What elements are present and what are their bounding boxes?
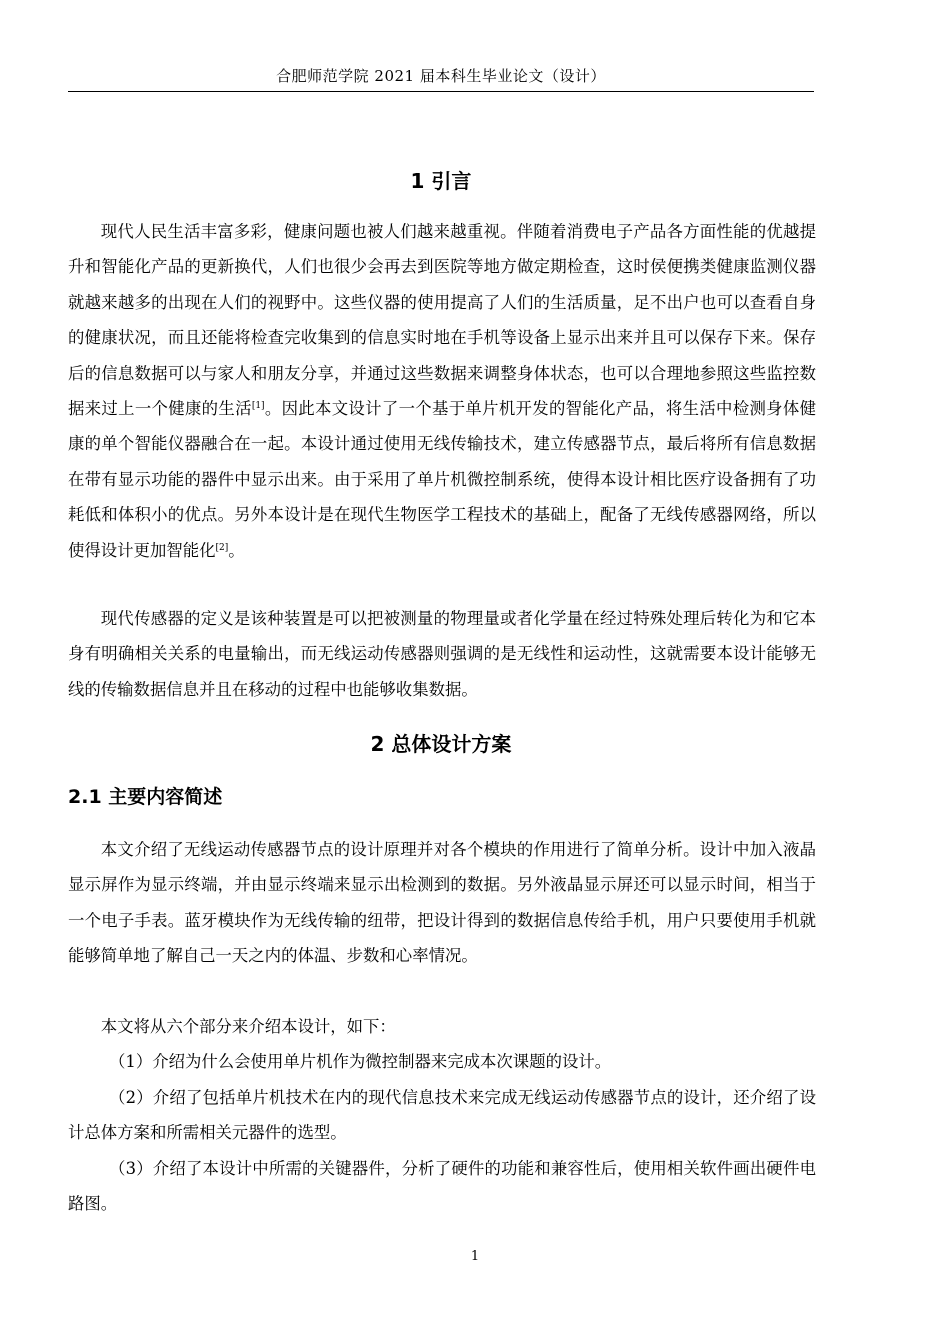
subsection-2-1-paragraph-1: 本文介绍了无线运动传感器节点的设计原理并对各个模块的作用进行了简单分析。设计中加入液晶显示屏作为显示终端，并由显示终端来显示出检测到的数据。另外液晶显示屏还可以显示时间，相当于一个电子手表。蓝牙模块作为无线传输的纽带，把设计得到的数据信息传给手机，用户只要使用手机就能够简单地了解自己一天之内的体温、步数和心率情况。 bbox=[68, 840, 816, 966]
subsection-2-1-paragraph-2: 本文将从六个部分来介绍本设计，如下： bbox=[100, 1017, 396, 1036]
section-2-title: 2 总体设计方案 bbox=[370, 732, 512, 756]
section-1-paragraph-2: 现代传感器的定义是该种装置是可以把被测量的物理量或者化学量在经过特殊处理后转化为和它本身有明确相关关系的电量输出，而无线运动传感器则强调的是无线性和运动性，这就需要本设计能够无线的传输数据信息并且在移动的过程中也能够收集数据。 bbox=[68, 609, 816, 699]
paragraph-text: 。 bbox=[228, 540, 245, 560]
list-item: （1）介绍为什么会使用单片机作为微控制器来完成本次课题的设计。 bbox=[109, 1052, 612, 1071]
citation-2: [2] bbox=[215, 542, 229, 553]
paragraph-text: 现代人民生活丰富多彩，健康问题也被人们越来越重视。伴随着消费电子产品各方面性能的优越提升和智能化产品的更新换代，人们也很少会再去到医院等地方做定期检查，这时侯便携类健康监测仪器就越来越多的出现在人们的视野中。这些仪器的使用提高了人们的生活质量，足不出户也可以查看自身的健康状况，而且还能将检查完收集到的信息实时地在手机等设备上显示出来并且可以保存下来。保存后的信息数据可以与家人和朋友分享，并通过这些数据来调整身体状态，也可以合理地参照这些监控数据来过上一个健康的生活 bbox=[68, 222, 816, 419]
list-item: （3）介绍了本设计中所需的关键器件，分析了硬件的功能和兼容性后，使用相关软件画出硬件电路图。 bbox=[68, 1159, 816, 1214]
header-rule bbox=[68, 91, 814, 92]
subsection-2-1-title: 2.1 主要内容简述 bbox=[68, 786, 223, 808]
list-item: （2）介绍了包括单片机技术在内的现代信息技术来完成无线运动传感器节点的设计，还介绍了设计总体方案和所需相关元器件的选型。 bbox=[68, 1088, 816, 1143]
paragraph-text: 。因此本文设计了一个基于单片机开发的智能化产品，将生活中检测身体健康的单个智能仪器融合在一起。本设计通过使用无线传输技术，建立传感器节点，最后将所有信息数据在带有显示功能的器件中显示出来。由于采用了单片机微控制系统，使得本设计相比医疗设备拥有了功耗低和体积小的优点。另外本设计是在现代生物医学工程技术的基础上，配备了无线传感器网络，所以使得设计更加智能化 bbox=[68, 399, 816, 560]
page-number: 1 bbox=[470, 1249, 480, 1264]
section-1-title: 1 引言 bbox=[410, 169, 472, 193]
citation-1: [1] bbox=[251, 401, 265, 412]
section-1-paragraph-1 bbox=[68, 214, 816, 568]
page-header: 合肥师范学院 2021 届本科生毕业论文（设计） bbox=[276, 67, 606, 85]
